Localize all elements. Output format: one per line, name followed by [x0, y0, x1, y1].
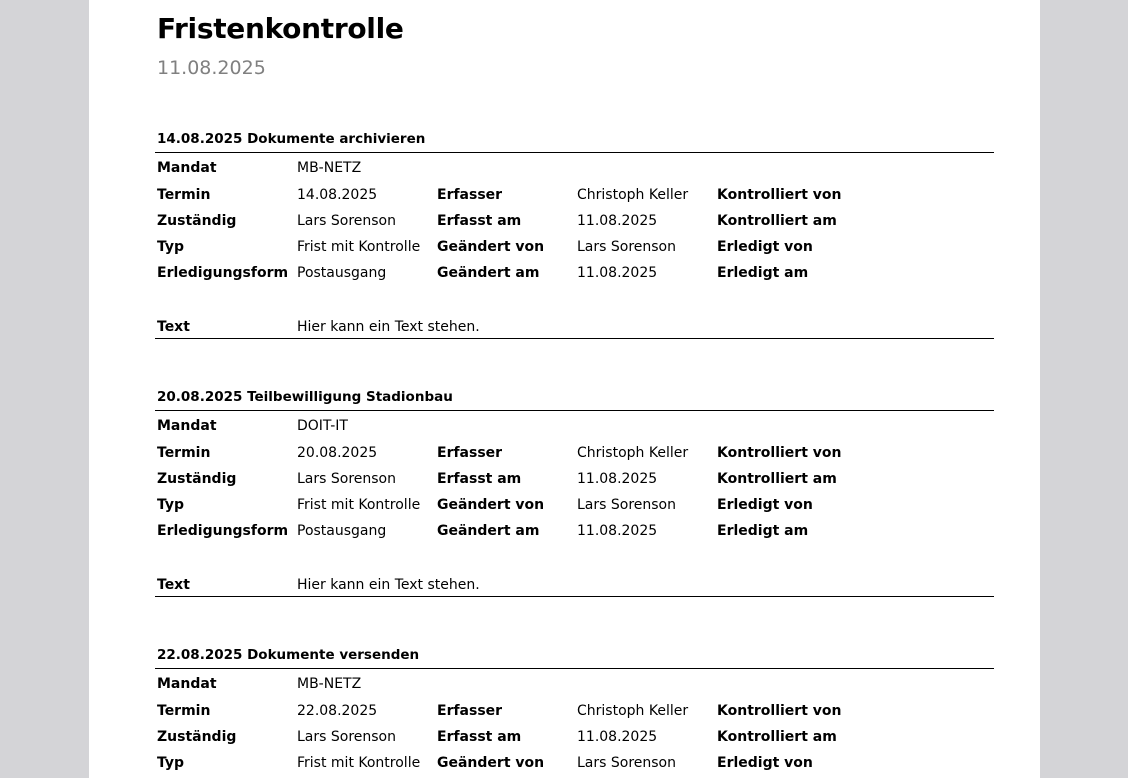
entry-header: 22.08.2025 Dokumente versenden	[157, 647, 420, 663]
deadline-entry	[155, 389, 994, 609]
label-text: Text	[157, 319, 190, 335]
label-erfasst-am: Erfasst am	[437, 729, 522, 745]
label-kontrolliert-am: Kontrolliert am	[717, 213, 837, 229]
entry-divider-bottom	[155, 596, 994, 597]
label-typ: Typ	[157, 239, 185, 255]
label-typ: Typ	[157, 497, 185, 513]
value-geaendert-von: Lars Sorenson	[577, 497, 676, 513]
label-termin: Termin	[157, 703, 211, 719]
entry-divider	[155, 410, 994, 411]
value-erledigungsform: Postausgang	[297, 265, 387, 281]
label-erfasser: Erfasser	[437, 445, 503, 461]
deadline-entry	[155, 647, 994, 778]
value-zustaendig: Lars Sorenson	[297, 213, 396, 229]
label-typ: Typ	[157, 755, 185, 771]
label-termin: Termin	[157, 445, 211, 461]
label-termin: Termin	[157, 187, 211, 203]
label-zustaendig: Zuständig	[157, 471, 237, 487]
label-kontrolliert-von: Kontrolliert von	[717, 445, 842, 461]
label-geaendert-am: Geändert am	[437, 523, 540, 539]
value-text: Hier kann ein Text stehen.	[297, 577, 480, 593]
value-mandat: MB-NETZ	[297, 676, 362, 692]
label-mandat: Mandat	[157, 160, 217, 176]
entry-divider	[155, 668, 994, 669]
entry-header: 20.08.2025 Teilbewilligung Stadionbau	[157, 389, 453, 405]
label-erledigt-von: Erledigt von	[717, 239, 813, 255]
value-typ: Frist mit Kontrolle	[297, 239, 421, 255]
label-mandat: Mandat	[157, 676, 217, 692]
label-geaendert-von: Geändert von	[437, 497, 545, 513]
document-page	[89, 0, 1040, 778]
value-typ: Frist mit Kontrolle	[297, 497, 421, 513]
label-kontrolliert-von: Kontrolliert von	[717, 187, 842, 203]
label-erledigungsform: Erledigungsform	[157, 265, 289, 281]
label-kontrolliert-von: Kontrolliert von	[717, 703, 842, 719]
label-zustaendig: Zuständig	[157, 213, 237, 229]
entry-header: 14.08.2025 Dokumente archivieren	[157, 131, 426, 147]
value-termin: 22.08.2025	[297, 703, 378, 719]
value-erfasser: Christoph Keller	[577, 703, 689, 719]
value-text: Hier kann ein Text stehen.	[297, 319, 480, 335]
label-erledigt-von: Erledigt von	[717, 497, 813, 513]
value-mandat: DOIT-IT	[297, 418, 348, 434]
label-text: Text	[157, 577, 190, 593]
value-geaendert-am: 11.08.2025	[577, 265, 658, 281]
entry-divider-bottom	[155, 338, 994, 339]
label-zustaendig: Zuständig	[157, 729, 237, 745]
label-erfasst-am: Erfasst am	[437, 471, 522, 487]
label-mandat: Mandat	[157, 418, 217, 434]
label-geaendert-von: Geändert von	[437, 755, 545, 771]
entry-divider	[155, 152, 994, 153]
page-date: 11.08.2025	[157, 57, 266, 79]
value-geaendert-von: Lars Sorenson	[577, 755, 676, 771]
value-mandat: MB-NETZ	[297, 160, 362, 176]
value-erfasser: Christoph Keller	[577, 187, 689, 203]
label-erfasst-am: Erfasst am	[437, 213, 522, 229]
deadline-entry	[155, 131, 994, 351]
value-geaendert-von: Lars Sorenson	[577, 239, 676, 255]
value-erfasst-am: 11.08.2025	[577, 729, 658, 745]
page-title: Fristenkontrolle	[157, 12, 404, 45]
label-erledigt-am: Erledigt am	[717, 265, 809, 281]
label-geaendert-am: Geändert am	[437, 265, 540, 281]
label-erledigungsform: Erledigungsform	[157, 523, 289, 539]
value-zustaendig: Lars Sorenson	[297, 471, 396, 487]
label-kontrolliert-am: Kontrolliert am	[717, 729, 837, 745]
value-zustaendig: Lars Sorenson	[297, 729, 396, 745]
label-kontrolliert-am: Kontrolliert am	[717, 471, 837, 487]
value-erfasser: Christoph Keller	[577, 445, 689, 461]
value-typ: Frist mit Kontrolle	[297, 755, 421, 771]
value-erfasst-am: 11.08.2025	[577, 213, 658, 229]
value-termin: 20.08.2025	[297, 445, 378, 461]
label-erledigt-am: Erledigt am	[717, 523, 809, 539]
value-termin: 14.08.2025	[297, 187, 378, 203]
value-geaendert-am: 11.08.2025	[577, 523, 658, 539]
label-erledigt-von: Erledigt von	[717, 755, 813, 771]
label-geaendert-von: Geändert von	[437, 239, 545, 255]
value-erledigungsform: Postausgang	[297, 523, 387, 539]
value-erfasst-am: 11.08.2025	[577, 471, 658, 487]
label-erfasser: Erfasser	[437, 187, 503, 203]
label-erfasser: Erfasser	[437, 703, 503, 719]
